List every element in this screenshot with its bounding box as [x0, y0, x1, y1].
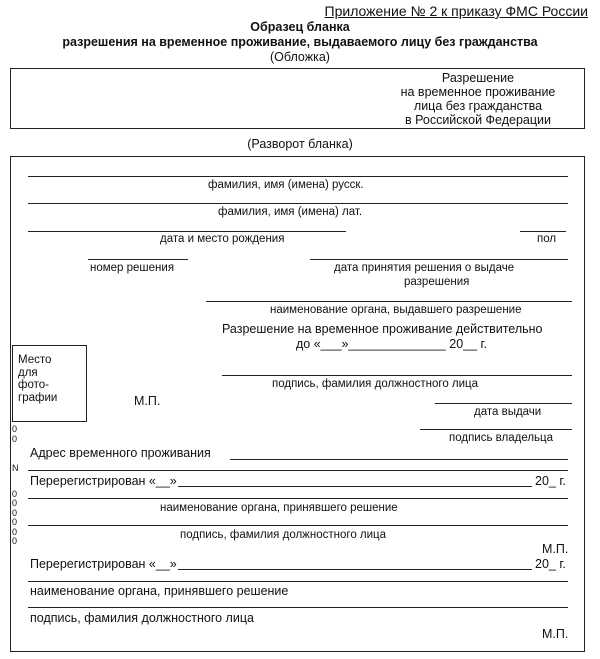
- photo-label-3: фото-: [18, 379, 49, 391]
- label-surname-lat: фамилия, имя (имена) лат.: [218, 206, 363, 218]
- line-holder-sign: [420, 429, 572, 430]
- label-official-sign-2: подпись, фамилия должностного лица: [180, 529, 387, 541]
- label-issuing-org: наименование органа, выдавшего разрешение: [270, 304, 522, 316]
- line-accept-org-2: [28, 581, 568, 582]
- cover-line-3: лица без гражданства: [413, 99, 543, 113]
- label-accept-org-2: наименование органа, принявшего решение: [30, 584, 289, 598]
- margin-mark: 0: [12, 517, 18, 527]
- margin-marks: [12, 425, 19, 547]
- label-birth: дата и место рождения: [160, 233, 285, 245]
- appendix-reference: Приложение № 2 к приказу ФМС России: [324, 3, 588, 19]
- label-decision-date-1: дата принятия решения о выдаче: [334, 262, 515, 274]
- line-decision-number: [88, 259, 188, 260]
- photo-label-1: Место: [18, 354, 52, 366]
- margin-mark: 0: [12, 424, 18, 434]
- margin-mark: 0: [12, 507, 18, 518]
- line-official-sign: [222, 375, 572, 376]
- stamp-3: М.П.: [542, 627, 569, 641]
- label-rereg-1: Перерегистрирован «__»: [30, 474, 177, 488]
- line-address-2: [28, 470, 568, 471]
- label-holder-sign: подпись владельца: [449, 432, 554, 444]
- label-official-sign: подпись, фамилия должностного лица: [272, 378, 479, 390]
- line-official-sign-2: [28, 525, 568, 526]
- cover-label: (Обложка): [270, 50, 330, 64]
- line-official-sign-3: [28, 607, 568, 608]
- line-rereg-2: [178, 569, 532, 570]
- cover-line-4: в Российской Федерации: [404, 113, 552, 127]
- cover-line-1: Разрешение: [441, 71, 515, 85]
- validity-line-1: Разрешение на временное проживание действительно: [222, 322, 543, 336]
- line-sex: [520, 231, 566, 232]
- margin-mark: 0: [12, 488, 18, 499]
- spread-label: (Разворот бланка): [247, 137, 353, 151]
- cover-text: [378, 71, 578, 127]
- margin-mark: 0: [12, 433, 18, 444]
- form-title: Образец бланка: [250, 20, 350, 34]
- label-official-sign-3: подпись, фамилия должностного лица: [30, 611, 254, 625]
- margin-mark: N: [12, 463, 19, 473]
- margin-mark: 0: [12, 536, 18, 546]
- photo-label-4: графии: [18, 391, 58, 404]
- validity-line-2: до «___»______________ 20__ г.: [296, 337, 488, 351]
- cover-line-2: на временное проживание: [400, 85, 556, 99]
- stamp-2: М.П.: [542, 542, 569, 556]
- margin-mark: 0: [12, 526, 18, 537]
- line-accept-org-1: [28, 498, 568, 499]
- label-rereg-2: Перерегистрирован «__»: [30, 557, 177, 571]
- label-rereg-2-year: 20_ г.: [535, 557, 566, 571]
- line-rereg-1: [178, 486, 532, 487]
- margin-mark: 0: [12, 498, 18, 508]
- label-decision-number: номер решения: [90, 262, 175, 274]
- form-subtitle: разрешения на временное проживание, выдаваемого лицу без гражданства: [62, 35, 538, 49]
- stamp-1: М.П.: [134, 394, 161, 408]
- line-surname-lat: [28, 203, 568, 204]
- label-sex: пол: [537, 233, 557, 245]
- photo-label-2: для: [18, 366, 38, 379]
- line-issuing-org: [206, 301, 572, 302]
- line-decision-date: [310, 259, 568, 260]
- photo-box: [12, 345, 87, 422]
- line-surname-rus: [28, 176, 568, 177]
- line-birth: [28, 231, 346, 232]
- label-surname-rus: фамилия, имя (имена) русск.: [208, 179, 364, 191]
- label-address: Адрес временного проживания: [30, 446, 211, 460]
- line-issue-date: [435, 403, 572, 404]
- label-rereg-1-year: 20_ г.: [535, 474, 566, 488]
- photo-label: [18, 354, 57, 404]
- line-address: [230, 459, 568, 460]
- label-decision-date-2: разрешения: [404, 276, 470, 288]
- label-accept-org-1: наименование органа, принявшего решение: [160, 502, 398, 514]
- label-issue-date: дата выдачи: [474, 406, 542, 418]
- cover-box: [10, 68, 585, 129]
